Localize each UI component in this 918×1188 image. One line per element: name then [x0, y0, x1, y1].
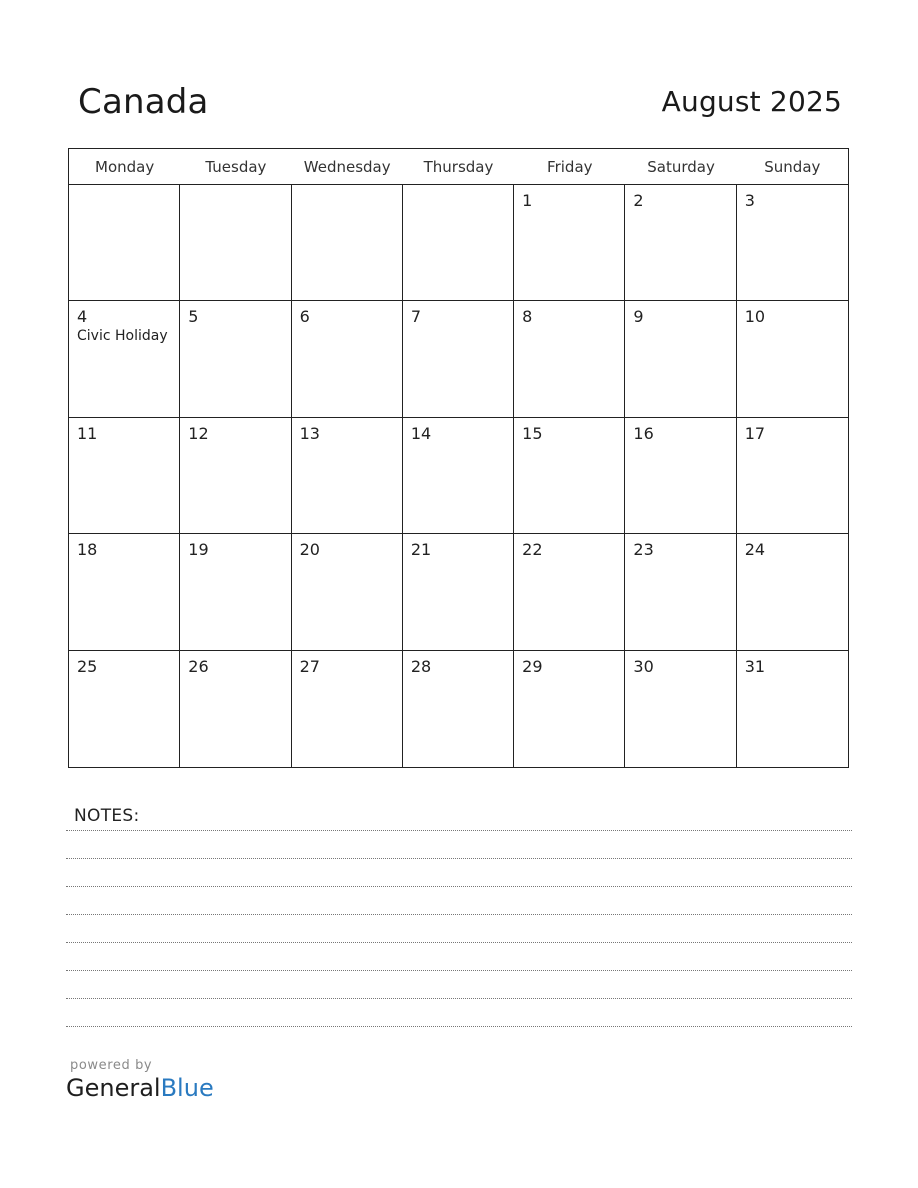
day-cell-1 — [514, 185, 625, 301]
day-cell-8 — [514, 301, 625, 417]
notes-line — [66, 942, 852, 943]
day-number: 24 — [744, 540, 766, 560]
day-number: 28 — [410, 656, 432, 676]
day-number: 25 — [77, 656, 98, 676]
day-cell-27 — [292, 651, 403, 767]
brand-logo-blue: Blue — [160, 1074, 214, 1102]
day-number: 18 — [77, 540, 98, 560]
day-cell-15 — [514, 418, 625, 534]
day-number: 26 — [188, 656, 209, 676]
weekday-header-monday: Monday — [95, 158, 155, 176]
day-cell-10 — [737, 301, 848, 417]
day-cell-empty — [69, 185, 180, 301]
weekday-header-tuesday: Tuesday — [205, 158, 267, 176]
day-number: 27 — [299, 656, 320, 676]
day-cell-18 — [69, 534, 180, 650]
day-number: 3 — [744, 191, 755, 210]
weekday-header-friday: Friday — [547, 158, 593, 176]
day-number: 12 — [188, 423, 209, 443]
notes-label: NOTES: — [74, 806, 140, 826]
day-cell-25 — [69, 651, 180, 767]
day-cell-empty — [403, 185, 514, 301]
weekday-header-wednesday: Wednesday — [303, 158, 391, 176]
day-cell-12 — [180, 418, 291, 534]
day-cell-24 — [737, 534, 848, 650]
day-number: 30 — [633, 656, 654, 676]
day-cell-19 — [180, 534, 291, 650]
day-number: 19 — [188, 540, 209, 560]
day-cell-2 — [625, 185, 736, 301]
day-cell-30 — [625, 651, 736, 767]
day-cell-11 — [69, 418, 180, 534]
day-number: 14 — [410, 423, 432, 443]
day-cell-5 — [180, 301, 291, 417]
day-cell-empty — [292, 185, 403, 301]
day-cell-9 — [625, 301, 736, 417]
notes-line — [66, 914, 852, 915]
day-cell-3 — [737, 185, 848, 301]
day-number: 20 — [299, 540, 320, 560]
day-cell-28 — [403, 651, 514, 767]
notes-line — [66, 886, 852, 887]
day-number: 31 — [744, 656, 766, 676]
brand-logo-general: General — [66, 1074, 161, 1102]
day-cell-17 — [737, 418, 848, 534]
brand-logo — [66, 1074, 214, 1102]
day-cell-22 — [514, 534, 625, 650]
powered-by-text: powered by — [70, 1058, 153, 1073]
weekday-header-sunday: Sunday — [764, 158, 821, 176]
weekday-header-saturday: Saturday — [647, 158, 715, 176]
calendar-grid — [68, 148, 849, 768]
day-number: 22 — [522, 540, 543, 560]
day-number: 2 — [633, 191, 644, 210]
day-number: 13 — [299, 423, 320, 443]
day-cell-13 — [292, 418, 403, 534]
day-number: 17 — [744, 423, 766, 443]
day-cell-31 — [737, 651, 848, 767]
day-number: 7 — [410, 307, 422, 327]
notes-line — [66, 830, 852, 831]
day-number: 15 — [522, 423, 543, 443]
notes-line — [66, 858, 852, 859]
day-cell-20 — [292, 534, 403, 650]
day-number: 11 — [77, 423, 98, 443]
day-cell-26 — [180, 651, 291, 767]
day-number: 23 — [633, 540, 654, 560]
page-title-country: Canada — [78, 82, 209, 122]
calendar-days — [69, 185, 848, 767]
day-number: 29 — [522, 656, 543, 676]
day-number: 5 — [188, 307, 199, 327]
day-cell-6 — [292, 301, 403, 417]
day-number: 9 — [633, 307, 644, 327]
day-number: 10 — [744, 307, 766, 327]
day-number: 16 — [633, 423, 654, 443]
day-number: 8 — [522, 307, 533, 327]
day-cell-16 — [625, 418, 736, 534]
day-cell-21 — [403, 534, 514, 650]
notes-line — [66, 998, 852, 999]
notes-line — [66, 1026, 852, 1027]
holiday-label: Civic Holiday — [77, 328, 168, 345]
notes-line — [66, 970, 852, 971]
day-cell-7 — [403, 301, 514, 417]
day-number: 6 — [299, 307, 310, 327]
weekday-header-thursday: Thursday — [423, 158, 494, 176]
day-cell-29 — [514, 651, 625, 767]
weekday-header-row — [69, 149, 848, 185]
day-cell-4 — [69, 301, 180, 417]
day-cell-empty — [180, 185, 291, 301]
day-cell-14 — [403, 418, 514, 534]
day-number: 21 — [410, 540, 432, 560]
page-title-month: August 2025 — [661, 85, 842, 118]
day-cell-23 — [625, 534, 736, 650]
day-number: 4 — [77, 307, 88, 327]
day-number: 1 — [522, 191, 533, 210]
